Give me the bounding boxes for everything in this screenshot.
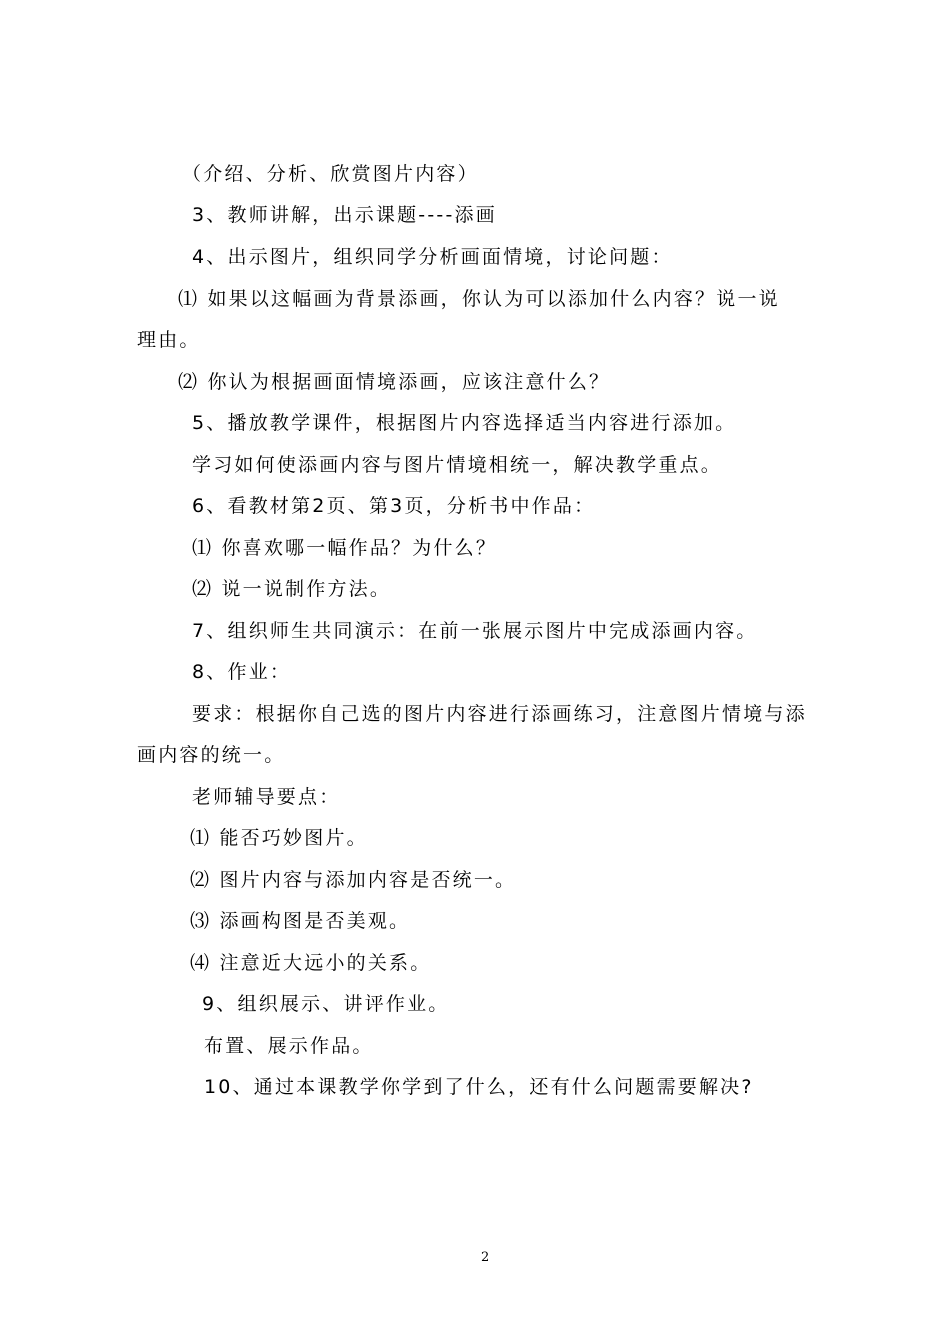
- text-line: ⑷ 注意近大远小的关系。: [190, 952, 432, 974]
- text-line: 7、组织师生共同演示：在前一张展示图片中完成添画内容。: [192, 620, 758, 642]
- text-line: 8、作业：: [192, 661, 292, 683]
- text-line: 10、通过本课教学你学到了什么，还有什么问题需要解决?: [204, 1076, 754, 1098]
- text-line: 4、出示图片，组织同学分析画面情境，讨论问题：: [192, 246, 673, 268]
- text-line: 老师辅导要点：: [192, 786, 341, 808]
- text-line: ⑴ 如果以这幅画为背景添画，你认为可以添加什么内容？说一说: [178, 288, 780, 310]
- text-line: （介绍、分析、欣赏图片内容）: [182, 163, 479, 185]
- text-line: 6、看教材第2页、第3页，分析书中作品：: [192, 495, 596, 517]
- text-line: 要求：根据你自己选的图片内容进行添画练习，注意图片情境与添: [192, 703, 807, 725]
- text-line: 5、播放教学课件，根据图片内容选择适当内容进行添加。: [192, 412, 737, 434]
- text-line: ⑶ 添画构图是否美观。: [190, 910, 411, 932]
- page-number: 2: [481, 1250, 490, 1265]
- text-line: ⑵ 图片内容与添加内容是否统一。: [190, 869, 517, 891]
- text-line: ⑴ 你喜欢哪一幅作品？为什么？: [192, 537, 498, 559]
- text-line: ⑴ 能否巧妙图片。: [190, 827, 368, 849]
- text-line: 学习如何使添画内容与图片情境相统一，解决教学重点。: [192, 454, 723, 476]
- text-line: 理由。: [137, 329, 201, 351]
- text-line: 3、教师讲解，出示课题----添画: [192, 204, 497, 226]
- text-line: ⑵ 你认为根据画面情境添画，应该注意什么？: [178, 371, 611, 393]
- text-line: 9、组织展示、讲评作业。: [202, 993, 450, 1015]
- text-line: 布置、展示作品。: [204, 1035, 374, 1057]
- text-line: 画内容的统一。: [137, 744, 286, 766]
- text-line: ⑵ 说一说制作方法。: [192, 578, 392, 600]
